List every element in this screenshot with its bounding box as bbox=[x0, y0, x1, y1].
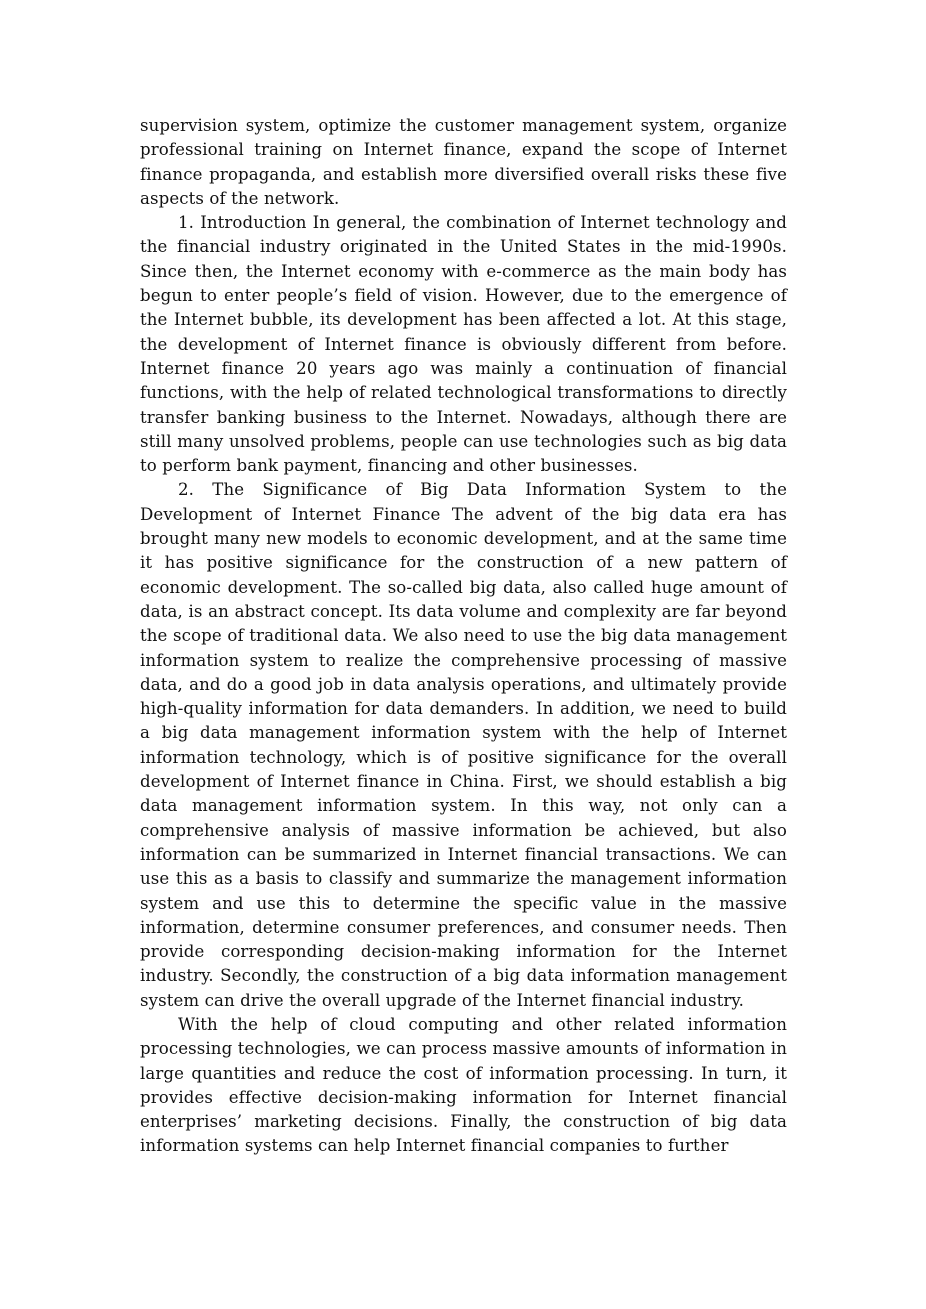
introduction-paragraph: 1. Introduction In general, the combination of Internet technology and the financial industry originated in the United States in the mid-1990s. Since then, the Internet economy with e-commerce as the main body has begun to enter people’s field of vision. However, due to the emergence of the Internet bubble, its development has been affected a lot. At this stage, the development of Internet finance is obviously different from before. Internet finance 20 years ago was mainly a continuation of financial functions, with the help of related technological transformations to directly transfer banking business to the Internet. Nowadays, although there are still many unsolved problems, people can use technologies such as big data to perform bank payment, financing and other businesses. bbox=[140, 213, 787, 476]
cloud-computing-paragraph: With the help of cloud computing and other related information processing technologies, we can process massive amounts of information in large quantities and reduce the cost of information processing. In turn, it provides effective decision-making information for Internet financial enterprises’ marketing decisions. Finally, the construction of big data information systems can help Internet financial companies to further bbox=[140, 1014, 787, 1156]
body-paragraph: supervision system, optimize the customer management system, organize professional training on Internet finance, expand the scope of Internet finance propaganda, and establish more diversified overall risks these five aspects of the network. bbox=[140, 116, 787, 208]
document-body bbox=[140, 114, 787, 1159]
significance-paragraph: 2. The Significance of Big Data Information System to the Development of Internet Finance The advent of the big data era has brought many new models to economic development, and at the same time it has positive significance for the construction of a new pattern of economic development. The so-called big data, also called huge amount of data, is an abstract concept. Its data volume and complexity are far beyond the scope of traditional data. We also need to use the big data management information system to realize the comprehensive processing of massive data, and do a good job in data analysis operations, and ultimately provide high-quality information for data demanders. In addition, we need to build a big data management information system with the help of Internet information technology, which is of positive significance for the overall development of Internet finance in China. First, we should establish a big data management information system. In this way, not only can a comprehensive analysis of massive information be achieved, but also information can be summarized in Internet financial transactions. We can use this as a basis to classify and summarize the management information system and use this to determine the specific value in the massive information, determine consumer preferences, and consumer needs. Then provide corresponding decision-making information for the Internet industry. Secondly, the construction of a big data information management system can drive the overall upgrade of the Internet financial industry. bbox=[140, 480, 787, 1010]
